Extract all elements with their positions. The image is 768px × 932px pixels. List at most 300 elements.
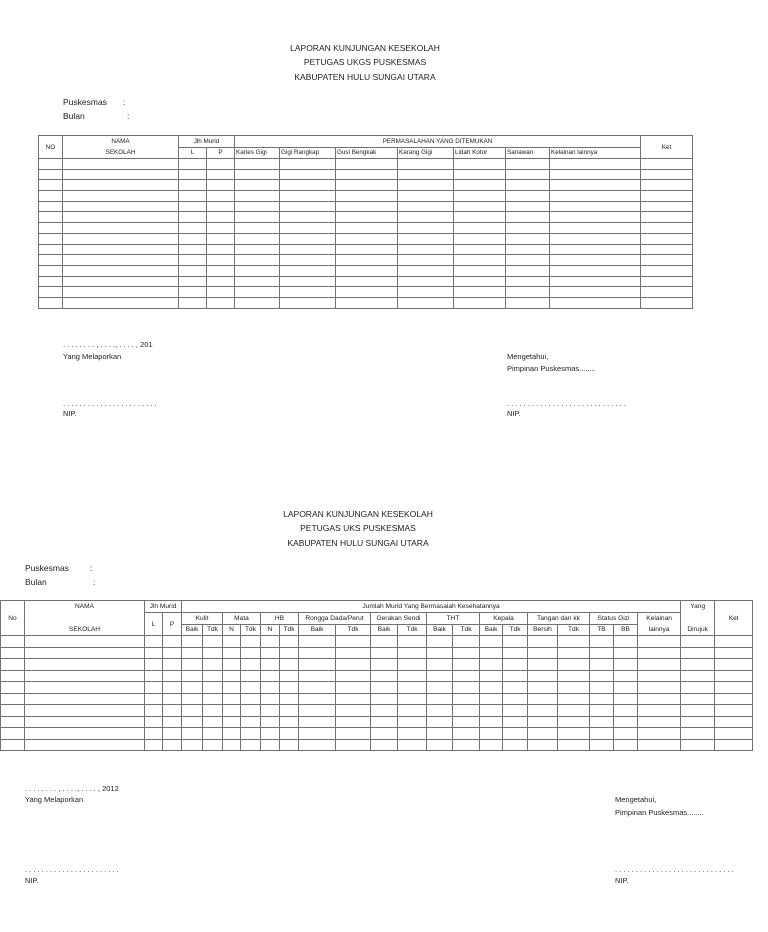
table-cell (528, 739, 558, 751)
col-header-tht-baik: Baik (427, 624, 453, 636)
col-header-jumlah-bermasalah: Jumlah Murid Yang Bermasalah Kesehatannya (182, 601, 681, 613)
table-cell (503, 670, 528, 682)
table-cell (506, 255, 550, 266)
table-cell (182, 647, 203, 659)
table-cell (371, 705, 398, 717)
report2-approver-nip: NIP. (615, 876, 629, 885)
table-cell (203, 693, 223, 705)
table-cell (614, 659, 638, 671)
table-cell (398, 659, 427, 671)
table-cell (550, 233, 641, 244)
table-cell (261, 705, 280, 717)
table-cell (336, 223, 398, 234)
table-cell (63, 233, 179, 244)
table-cell (336, 276, 398, 287)
table-cell (241, 647, 261, 659)
table-cell (63, 169, 179, 180)
table-cell (681, 682, 715, 694)
table-cell (336, 244, 398, 255)
table-cell (681, 647, 715, 659)
table-cell (590, 647, 614, 659)
table-cell (371, 647, 398, 659)
table-cell (223, 728, 241, 740)
table-cell (641, 159, 693, 170)
col-header-sekolah: SEKOLAH (68, 626, 101, 633)
table-cell (550, 159, 641, 170)
table-cell (280, 297, 336, 308)
table-cell (398, 223, 454, 234)
table-cell (454, 212, 506, 223)
table-cell (506, 159, 550, 170)
table-cell (480, 693, 503, 705)
table-cell (241, 670, 261, 682)
table-row (1, 636, 753, 648)
table-cell (235, 223, 280, 234)
table-cell (528, 670, 558, 682)
table-cell (63, 159, 179, 170)
table-row (39, 201, 693, 212)
col-header-sekolah: SEKOLAH (105, 149, 136, 156)
col-header-hb: HB (261, 613, 299, 625)
table-cell (336, 233, 398, 244)
report2-reporter-nip: NIP. (25, 876, 39, 885)
table-cell (558, 670, 590, 682)
table-cell (453, 636, 480, 648)
table-cell (715, 739, 753, 751)
table-cell (179, 297, 207, 308)
table-cell (453, 728, 480, 740)
table-cell (638, 716, 681, 728)
col-header-gerakan-tdk: Tdk (398, 624, 427, 636)
table-cell (163, 682, 182, 694)
table-cell (681, 739, 715, 751)
report1-title-line-2: PETUGAS UKGS PUSKESMAS (303, 57, 427, 67)
table-cell (681, 693, 715, 705)
report2-reporter-label: Yang Melaporkan (25, 795, 84, 804)
table-cell (235, 255, 280, 266)
col-header-permasalahan: PERMASALAHAN YANG DITEMUKAN (235, 136, 641, 148)
table-cell (182, 670, 203, 682)
table-cell (371, 739, 398, 751)
table-cell (528, 693, 558, 705)
table-cell (241, 716, 261, 728)
table-cell (280, 682, 299, 694)
table-cell (558, 647, 590, 659)
table-cell (280, 728, 299, 740)
table-cell (371, 716, 398, 728)
col-header-gusi-bengkak: Gusi Bengkak (336, 147, 398, 159)
report1-approver-name-line: . . . . . . . . . . . . . . . . . . . . . . . . . . . . . (507, 399, 626, 408)
col-header-l: L (145, 613, 163, 636)
table-cell (454, 265, 506, 276)
table-cell (715, 659, 753, 671)
table-cell (715, 693, 753, 705)
col-header-ket: Ket (715, 601, 753, 636)
table-row (39, 233, 693, 244)
report2-date-line: . . . . . . . . , . . . ., . . . . , 2012 (25, 784, 119, 793)
table-cell (454, 191, 506, 202)
table-cell (280, 212, 336, 223)
table-cell (506, 212, 550, 223)
table-cell (182, 682, 203, 694)
table-cell (25, 647, 145, 659)
table-cell (235, 212, 280, 223)
table-cell (528, 647, 558, 659)
table-cell (638, 647, 681, 659)
table-cell (39, 180, 63, 191)
table-cell (1, 693, 25, 705)
table-cell (558, 636, 590, 648)
table-cell (398, 180, 454, 191)
table-cell (299, 636, 336, 648)
table-cell (235, 287, 280, 298)
table-cell (261, 659, 280, 671)
table-cell (203, 739, 223, 751)
table-cell (63, 223, 179, 234)
table-cell (638, 739, 681, 751)
table-cell (453, 670, 480, 682)
table-cell (590, 716, 614, 728)
col-header-kepala: Kepala (480, 613, 528, 625)
table-row (1, 739, 753, 751)
table-cell (398, 212, 454, 223)
table-cell (179, 159, 207, 170)
table-cell (528, 659, 558, 671)
table-cell (503, 659, 528, 671)
table-cell (336, 297, 398, 308)
table-cell (280, 255, 336, 266)
col-header-kulit: Kulit (182, 613, 223, 625)
table-cell (590, 670, 614, 682)
table-cell (179, 169, 207, 180)
table-cell (235, 276, 280, 287)
table-cell (179, 201, 207, 212)
table-cell (63, 212, 179, 223)
table-cell (528, 682, 558, 694)
report2-bulan-label: Bulan (25, 577, 47, 587)
table-cell (1, 670, 25, 682)
table-cell (453, 682, 480, 694)
report2-puskesmas-colon: : (90, 563, 93, 573)
table-cell (39, 233, 63, 244)
table-cell (280, 223, 336, 234)
table-cell (182, 705, 203, 717)
table-cell (503, 705, 528, 717)
table-cell (550, 169, 641, 180)
table-cell (336, 647, 371, 659)
table-cell (641, 201, 693, 212)
table-cell (280, 244, 336, 255)
table-cell (454, 255, 506, 266)
table-cell (480, 705, 503, 717)
table-cell (25, 739, 145, 751)
table-cell (558, 716, 590, 728)
table-cell (207, 159, 235, 170)
table-row (39, 244, 693, 255)
table-cell (641, 255, 693, 266)
table-cell (453, 705, 480, 717)
table-cell (163, 659, 182, 671)
report2-bulan-colon: : (93, 577, 96, 587)
table-cell (641, 191, 693, 202)
table-cell (641, 244, 693, 255)
table-cell (336, 201, 398, 212)
table-cell (207, 201, 235, 212)
table-cell (638, 728, 681, 740)
table-cell (241, 728, 261, 740)
report1-bulan-label: Bulan (63, 111, 85, 121)
table-cell (207, 169, 235, 180)
table-cell (280, 636, 299, 648)
table-cell (203, 659, 223, 671)
table-cell (182, 739, 203, 751)
table-cell (715, 682, 753, 694)
table-cell (641, 233, 693, 244)
table-cell (235, 169, 280, 180)
table-cell (336, 693, 371, 705)
table-cell (641, 276, 693, 287)
col-header-tangan-tdk: Tdk (558, 624, 590, 636)
table-cell (63, 191, 179, 202)
table-cell (506, 297, 550, 308)
table-cell (163, 647, 182, 659)
table-cell (261, 693, 280, 705)
table-cell (641, 297, 693, 308)
table-cell (398, 297, 454, 308)
table-cell (398, 169, 454, 180)
table-cell (179, 255, 207, 266)
table-cell (336, 159, 398, 170)
table-cell (398, 682, 427, 694)
table-cell (638, 705, 681, 717)
table-cell (715, 716, 753, 728)
table-cell (398, 191, 454, 202)
table-row (1, 716, 753, 728)
table-row (39, 287, 693, 298)
table-cell (261, 739, 280, 751)
col-header-lainnya: lainnya (648, 626, 670, 633)
table-cell (235, 265, 280, 276)
table-cell (558, 682, 590, 694)
table-cell (207, 233, 235, 244)
col-header-rongga-tdk: Tdk (336, 624, 371, 636)
table-cell (454, 244, 506, 255)
table-cell (454, 159, 506, 170)
table-cell (336, 728, 371, 740)
table-cell (39, 223, 63, 234)
table-cell (528, 716, 558, 728)
col-header-gerakan-sendi: Gerakan Sendi (371, 613, 427, 625)
table-cell (506, 169, 550, 180)
table-cell (261, 728, 280, 740)
table-cell (163, 693, 182, 705)
table-cell (550, 255, 641, 266)
report2-puskesmas-label: Puskesmas (25, 563, 69, 573)
table-cell (223, 716, 241, 728)
table-cell (614, 647, 638, 659)
table-cell (203, 682, 223, 694)
table-cell (235, 159, 280, 170)
report1-table (38, 135, 693, 309)
table-cell (179, 223, 207, 234)
table-cell (39, 159, 63, 170)
table-row (1, 705, 753, 717)
table-cell (590, 693, 614, 705)
report1-approver-nip: NIP. (507, 409, 521, 418)
col-header-hb-n: N (261, 624, 280, 636)
table-cell (715, 647, 753, 659)
table-cell (163, 705, 182, 717)
report1-title-line-1: LAPORAN KUNJUNGAN KESEKOLAH (290, 43, 440, 53)
table-row (39, 276, 693, 287)
col-header-kelainan-lainnya: Kelainan lainnya (550, 147, 641, 159)
table-cell (241, 693, 261, 705)
table-cell (550, 276, 641, 287)
table-cell (453, 647, 480, 659)
col-header-kepala-tdk: Tdk (503, 624, 528, 636)
table-cell (506, 287, 550, 298)
table-cell (203, 670, 223, 682)
table-cell (558, 705, 590, 717)
table-cell (638, 682, 681, 694)
report1-puskesmas-label: Puskesmas (63, 97, 107, 107)
table-cell (179, 276, 207, 287)
table-cell (681, 728, 715, 740)
table-cell (280, 693, 299, 705)
table-cell (1, 739, 25, 751)
table-cell (280, 739, 299, 751)
col-header-kulit-baik: Baik (182, 624, 203, 636)
table-cell (25, 693, 145, 705)
col-header-mata-tdk: Tdk (241, 624, 261, 636)
table-cell (641, 265, 693, 276)
table-cell (63, 255, 179, 266)
table-cell (1, 716, 25, 728)
table-cell (558, 739, 590, 751)
table-cell (182, 693, 203, 705)
table-cell (454, 297, 506, 308)
table-cell (299, 682, 336, 694)
col-header-gerakan-baik: Baik (371, 624, 398, 636)
table-cell (163, 716, 182, 728)
table-cell (207, 212, 235, 223)
table-cell (145, 693, 163, 705)
table-cell (241, 682, 261, 694)
table-cell (207, 276, 235, 287)
table-cell (550, 180, 641, 191)
table-cell (336, 191, 398, 202)
table-cell (715, 670, 753, 682)
table-row (1, 647, 753, 659)
table-cell (280, 670, 299, 682)
report1-date-line: . . . . . . . . , . . . ., . . . . , 201 (63, 340, 153, 349)
table-cell (280, 180, 336, 191)
table-cell (163, 739, 182, 751)
table-cell (179, 233, 207, 244)
table-cell (203, 716, 223, 728)
table-cell (398, 716, 427, 728)
table-cell (454, 201, 506, 212)
table-cell (145, 739, 163, 751)
report2-title-line-3: KABUPATEN HULU SUNGAI UTARA (287, 538, 429, 548)
table-cell (641, 212, 693, 223)
table-cell (235, 191, 280, 202)
report1-reporter-label: Yang Melaporkan (63, 352, 122, 361)
table-cell (506, 265, 550, 276)
table-cell (235, 244, 280, 255)
table-cell (25, 705, 145, 717)
table-cell (506, 244, 550, 255)
table-cell (163, 670, 182, 682)
table-row (1, 693, 753, 705)
table-cell (235, 201, 280, 212)
table-cell (453, 693, 480, 705)
table-cell (427, 693, 453, 705)
report1-bulan-colon: : (127, 111, 130, 121)
table-cell (145, 705, 163, 717)
col-header-p: P (207, 147, 235, 159)
table-cell (506, 180, 550, 191)
table-cell (454, 169, 506, 180)
table-cell (614, 739, 638, 751)
table-cell (207, 191, 235, 202)
table-cell (503, 693, 528, 705)
table-cell (299, 716, 336, 728)
col-header-tangan-bersih: Bersih (528, 624, 558, 636)
table-cell (223, 647, 241, 659)
table-cell (280, 705, 299, 717)
table-cell (336, 670, 371, 682)
table-cell (261, 636, 280, 648)
table-cell (223, 705, 241, 717)
col-header-mata-n: N (223, 624, 241, 636)
table-cell (39, 255, 63, 266)
table-cell (145, 659, 163, 671)
table-cell (614, 682, 638, 694)
table-cell (261, 670, 280, 682)
table-cell (145, 670, 163, 682)
table-cell (280, 716, 299, 728)
table-cell (398, 705, 427, 717)
table-cell (398, 287, 454, 298)
table-cell (590, 636, 614, 648)
table-cell (1, 647, 25, 659)
table-cell (371, 728, 398, 740)
table-cell (454, 233, 506, 244)
table-cell (336, 255, 398, 266)
table-cell (506, 223, 550, 234)
table-row (1, 728, 753, 740)
table-cell (371, 693, 398, 705)
table-cell (299, 693, 336, 705)
table-row (39, 255, 693, 266)
table-cell (614, 705, 638, 717)
report1-puskesmas-colon: : (123, 97, 126, 107)
table-cell (39, 191, 63, 202)
table-cell (480, 682, 503, 694)
table-cell (241, 739, 261, 751)
col-header-kelainan: Kelainan (646, 615, 672, 622)
table-cell (506, 233, 550, 244)
table-cell (223, 670, 241, 682)
table-cell (427, 728, 453, 740)
col-header-gizi-bb: BB (614, 624, 638, 636)
table-cell (25, 716, 145, 728)
col-header-mata: Mata (223, 613, 261, 625)
table-cell (336, 180, 398, 191)
table-cell (207, 255, 235, 266)
table-cell (145, 716, 163, 728)
